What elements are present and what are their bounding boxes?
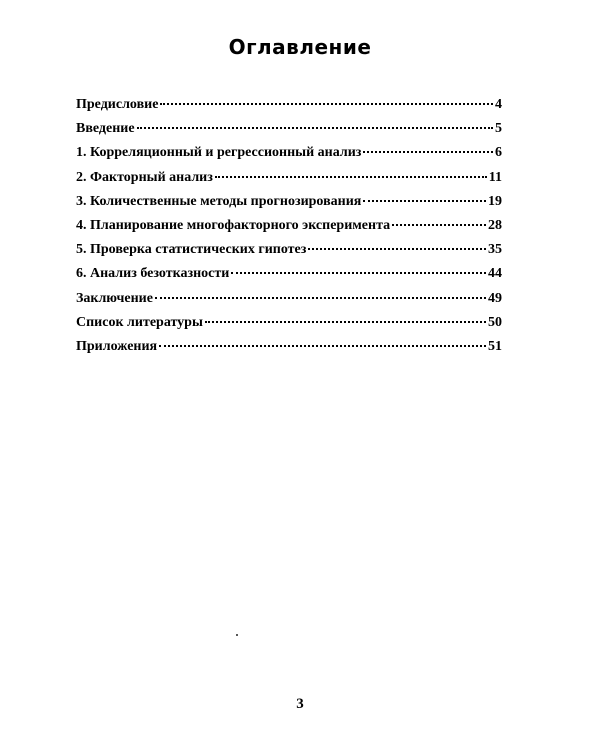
dot-leader <box>159 331 486 347</box>
page-title: Оглавление <box>228 35 372 59</box>
dot-leader <box>231 258 486 274</box>
scan-speck <box>236 634 238 636</box>
dot-leader <box>308 234 486 250</box>
toc-entry-page: 51 <box>488 338 502 354</box>
toc-entry-page: 11 <box>488 169 502 185</box>
toc-entry-label: Заключение <box>76 290 153 306</box>
dot-leader <box>137 113 493 129</box>
dot-leader <box>363 186 486 202</box>
table-of-contents <box>76 92 502 358</box>
dot-leader <box>392 210 486 226</box>
dot-leader <box>160 89 493 105</box>
dot-leader <box>215 162 487 178</box>
toc-entry-page: 49 <box>488 290 502 306</box>
toc-entry-page: 50 <box>488 314 502 330</box>
page-number: 3 <box>296 696 304 712</box>
toc-entry-label: Введение <box>76 121 135 137</box>
dot-leader <box>205 307 486 323</box>
toc-entry-label: Предисловие <box>76 97 159 112</box>
toc-entry-label: 6. Анализ безотказности <box>76 266 230 282</box>
dot-leader <box>155 283 486 299</box>
toc-entry-label: 1. Корреляционный и регрессионный анализ <box>76 145 362 161</box>
toc-entry-label: 3. Количественные методы прогнозирования <box>76 193 362 209</box>
toc-entry-appendices <box>76 334 502 358</box>
toc-entry-page: 4 <box>495 97 502 112</box>
toc-entry-page: 19 <box>488 193 502 209</box>
toc-entry-label: 4. Планирование многофакторного эксперимента <box>76 217 391 233</box>
toc-entry-page: 28 <box>488 217 502 233</box>
toc-entry-page: 5 <box>495 121 502 137</box>
toc-entry-page: 35 <box>488 242 502 258</box>
dot-leader <box>363 137 493 153</box>
toc-entry-label: 5. Проверка статистических гипотез <box>76 242 307 258</box>
toc-entry-label: Приложения <box>76 338 158 354</box>
toc-entry-page: 6 <box>495 145 502 161</box>
toc-entry-label: Список литературы <box>76 314 203 330</box>
toc-entry-page: 44 <box>488 266 502 282</box>
toc-entry-label: 2. Факторный анализ <box>76 169 213 185</box>
